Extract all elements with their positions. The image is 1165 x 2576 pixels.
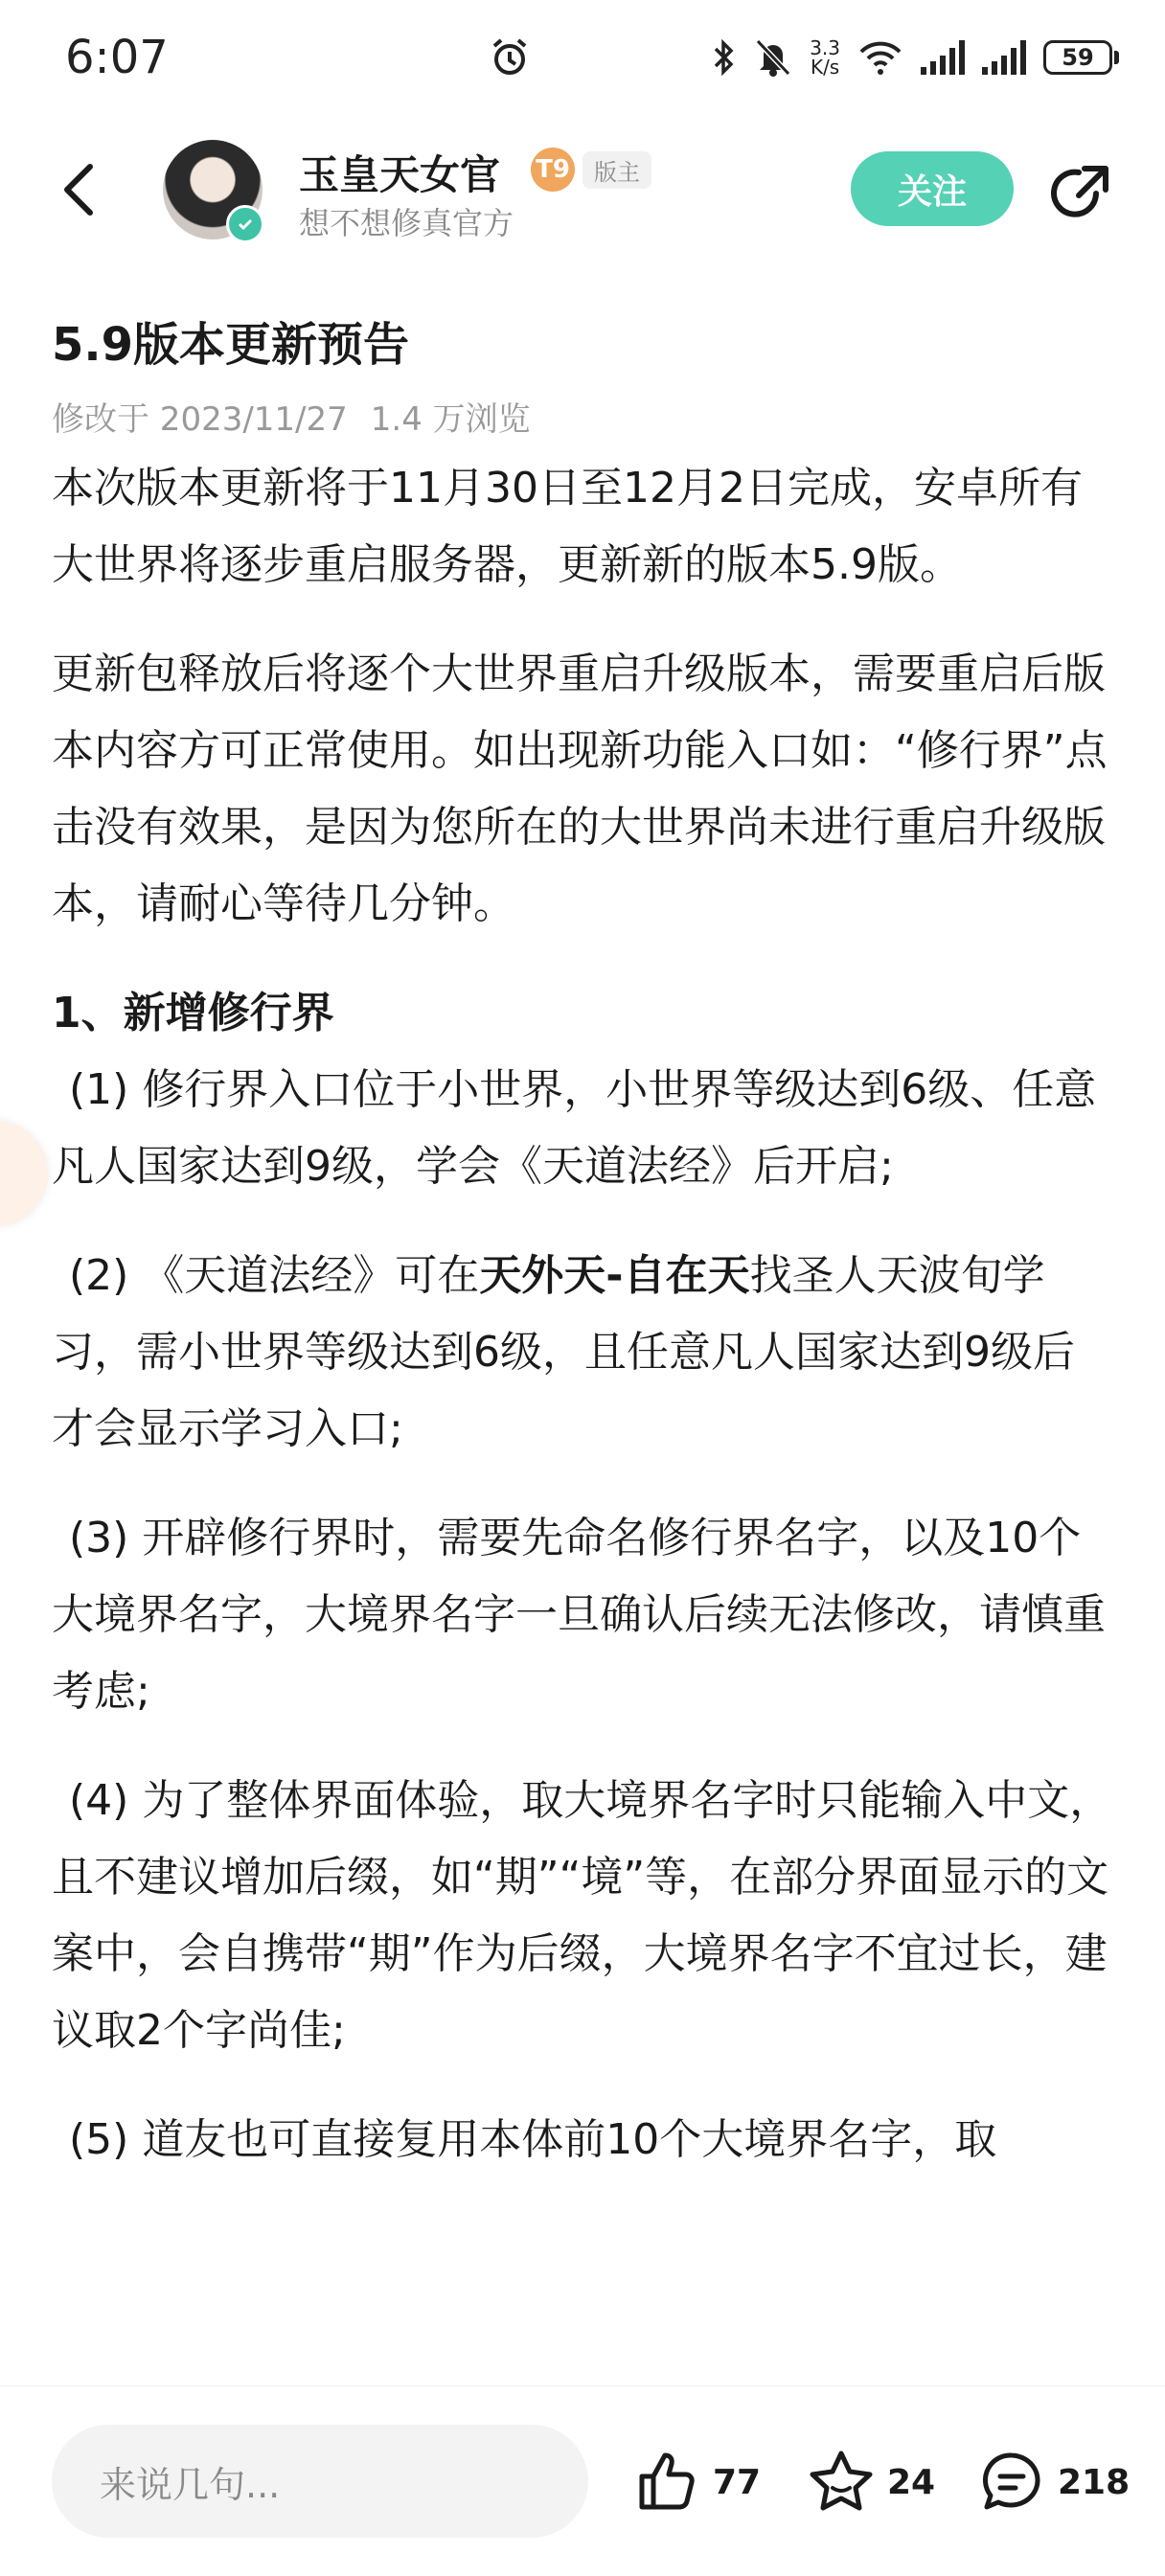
paragraph: 更新包释放后将逐个大世界重启升级版本，需要重启后版本内容方可正常使用。如出现新功能入口如：“修行界”点击没有效果，是因为您所在的大世界尚未进行重启升级版本，请耐心等待几分钟。: [52, 650, 1108, 928]
bluetooth-icon: [712, 37, 737, 78]
net-speed: 3.3 K/s: [810, 36, 840, 79]
comment-icon: [977, 2448, 1046, 2517]
battery-icon: [1043, 40, 1119, 75]
favorite-count: 24: [887, 2462, 936, 2502]
role-badge: 版主: [582, 151, 651, 189]
list-item: (1) 修行界入口位于小世界，小世界等级达到6级、任意凡人国家达到9级，学会《天道法经》后开启;: [52, 1065, 1097, 1191]
comment-count: 218: [1058, 2462, 1131, 2502]
section-heading: 1、新增修行界: [52, 989, 334, 1037]
author-subtitle: 想不想修真官方: [299, 205, 514, 241]
list-item: (3) 开辟修行界时，需要先命名修行界名字，以及10个大境界名字，大境界名字一旦确认后续无法修改，请慎重考虑;: [52, 1514, 1106, 1716]
chevron-left-icon: [57, 161, 105, 218]
comment-input[interactable]: 来说几句...: [52, 2425, 588, 2538]
share-button[interactable]: [1046, 161, 1113, 228]
list-item: (2) 《天道法经》可在天外天-自在天找圣人天波旬学习，需小世界等级达到6级，且任意凡人国家达到9级后才会显示学习入口;: [52, 1251, 1075, 1453]
bottom-bar: [0, 2385, 1165, 2576]
author-name[interactable]: 玉皇天女官: [299, 151, 501, 198]
signal-icon: [982, 40, 1026, 75]
star-icon: [807, 2448, 876, 2517]
paragraph: 本次版本更新将于11月30日至12月2日完成，安卓所有大世界将逐步重启服务器，更新新的版本5.9版。: [52, 464, 1083, 589]
verified-icon: [226, 205, 264, 243]
view-count: 1.4 万浏览: [370, 400, 531, 439]
favorite-button[interactable]: [807, 2444, 935, 2520]
wifi-icon: [857, 38, 903, 77]
list-item: (5) 道友也可直接复用本体前10个大境界名字，取: [69, 2115, 997, 2164]
list-item: (4) 为了整体界面体验，取大境界名字时只能输入中文，且不建议增加后缀，如“期”“境”等，在部分界面显示的文案中，会自携带“期”作为后缀，大境界名字不宜过长，建议取2个字尚佳;: [52, 1776, 1112, 2055]
share-icon: [1046, 161, 1113, 228]
like-button[interactable]: [632, 2444, 761, 2520]
post-header: [0, 125, 1165, 259]
location-highlight: 天外天-自在天: [479, 1251, 750, 1300]
post-title: 5.9版本更新预告: [52, 318, 410, 372]
status-icons: [712, 29, 1119, 86]
comment-button[interactable]: [977, 2444, 1130, 2520]
floating-tab[interactable]: [0, 1121, 48, 1226]
thumbs-up-icon: [632, 2448, 701, 2517]
article-body: [52, 307, 1115, 2211]
post-meta: [52, 389, 1115, 450]
like-count: 77: [713, 2462, 762, 2502]
status-time: 6:07: [65, 31, 169, 84]
alarm-icon: [487, 34, 533, 84]
back-button[interactable]: [57, 161, 105, 218]
follow-button[interactable]: 关注: [851, 151, 1014, 226]
mute-icon: [754, 37, 792, 78]
modified-date: 修改于 2023/11/27: [52, 400, 348, 439]
signal-icon: [921, 40, 965, 75]
status-bar: [0, 0, 1165, 115]
battery-level: 59: [1043, 40, 1112, 75]
level-badge: T9: [531, 148, 575, 192]
